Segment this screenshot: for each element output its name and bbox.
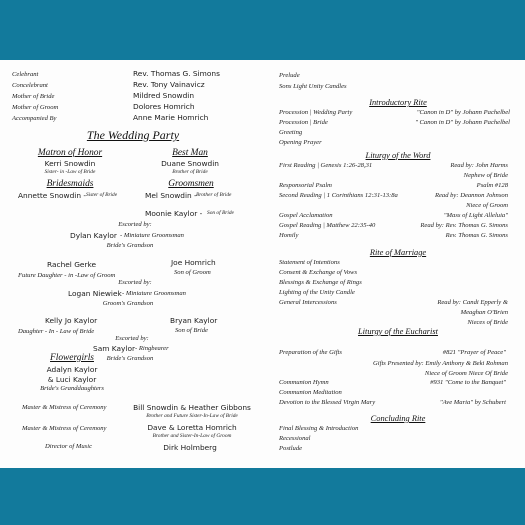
recessional: Recessional xyxy=(279,435,311,442)
moc1-label: Master & Mistress of Ceremony xyxy=(22,404,107,411)
escort-3: Escorted by: xyxy=(115,335,149,342)
role-mother-bride: Mother of Bride xyxy=(12,93,55,100)
dylan-role: - Miniature Groomsman xyxy=(120,232,184,239)
marriage-item-1: Statement of Intentions xyxy=(279,259,340,266)
psalm-label: Responsorial Psalm xyxy=(279,182,332,189)
name-accompanied: Anne Marie Homrich xyxy=(133,113,209,122)
dom-name: Dirk Holmberg xyxy=(163,443,217,452)
devotion-song: "Ave Maria" by Schubert xyxy=(439,399,506,406)
bm1-role: Sister of Bride xyxy=(86,192,118,198)
moc2-label: Master & Mistress of Ceremony xyxy=(22,425,107,432)
moc1-names: Bill Snowdin & Heather Gibbons xyxy=(133,403,251,412)
homily: Homily xyxy=(279,232,299,239)
gm1-name: Mel Snowdin - xyxy=(145,191,197,200)
procession-party-music: "Canon in D" by Johann Pachelbel xyxy=(416,109,510,116)
flowergirls-heading: Flowergirls xyxy=(50,353,94,363)
word-heading: Liturgy of the Word xyxy=(365,151,431,160)
intercessions-rel: Nieces of Bride xyxy=(467,319,508,326)
logan-role: - Miniature Groomsman xyxy=(122,290,186,297)
communion-hymn: Communion Hymn xyxy=(279,379,329,386)
matron-name: Kerri Snowdin xyxy=(44,159,96,168)
prep-gifts: Preparation of the Gifts xyxy=(279,349,342,356)
flower2-name: & Luci Kaylor xyxy=(47,375,97,384)
gm2-role: Son of Bride xyxy=(207,210,234,216)
joe-role: Son of Groom xyxy=(174,269,211,276)
communion-song: #931 "Come to the Banquet" xyxy=(430,379,506,386)
psalm-number: Psalm #128 xyxy=(476,182,508,189)
role-celebrant: Celebrant xyxy=(12,71,39,78)
sam-role: - Ringbearer xyxy=(135,345,169,352)
bestman-name: Duane Snowdin xyxy=(161,159,219,168)
second-reading-rel: Niece of Groom xyxy=(466,202,508,209)
second-reading: Second Reading | 1 Corinthians 12:31-13:8a xyxy=(279,192,398,199)
program-page xyxy=(0,60,525,468)
dylan-name: Dylan Kaylor xyxy=(70,231,117,240)
logan-grandson: Groom's Grandson xyxy=(102,300,154,307)
moc2-names: Dave & Loretta Homrich xyxy=(147,423,237,432)
joe-name: Joe Homrich xyxy=(171,258,216,267)
opening-prayer: Opening Prayer xyxy=(279,139,322,146)
matron-heading: Matron of Honor xyxy=(37,148,103,158)
role-concelebrant: Concelebrant xyxy=(12,82,48,89)
flower-role: Bride's Granddaughters xyxy=(40,385,104,392)
marriage-item-4: Lighting of the Unity Candle xyxy=(279,289,355,296)
logan-name: Logan Niewiek xyxy=(68,289,122,298)
name-mother-bride: Mildred Snowdin xyxy=(133,91,195,100)
marriage-item-5: General Intercessions xyxy=(279,299,337,306)
final-blessing: Final Blessing & Introduction xyxy=(279,425,359,432)
dom-label: Director of Music xyxy=(45,443,93,450)
first-reading-by: Read by: John Harms xyxy=(450,162,508,169)
wedding-party-title: The Wedding Party xyxy=(86,128,180,142)
second-reading-by: Read by: Deannon Johnson xyxy=(434,192,508,199)
name-concelebrant: Rev. Tony Vainavicz xyxy=(133,80,205,89)
rachel-name: Rachel Gerke xyxy=(47,260,97,269)
prep-song: #821 "Prayer of Peace" xyxy=(442,349,506,356)
dylan-grandson: Bride's Grandson xyxy=(106,242,154,249)
intro-heading: Introductory Rite xyxy=(369,98,427,107)
name-celebrant: Rev. Thomas G. Simons xyxy=(133,69,220,78)
acclamation-song: "Mass of Light Alleluia" xyxy=(443,212,508,219)
intercessions-read-by: Read by: Candi Epperly & xyxy=(437,299,508,306)
prelude-candles: Sons Light Unity Candles xyxy=(279,83,347,90)
gospel-reading: Gospel Reading | Matthew 22:35-40 xyxy=(279,222,376,229)
devotion: Devotion to the Blessed Virgin Mary xyxy=(279,399,376,406)
gm2-name: Moonie Kaylor - xyxy=(145,209,203,218)
concluding-heading: Concluding Rite xyxy=(370,414,426,423)
bm1-name: Annette Snowdin - xyxy=(18,191,87,200)
marriage-item-3: Blessings & Exchange of Rings xyxy=(279,279,362,286)
gifts-rel: Niece of Groom Niece Of Bride xyxy=(424,370,508,377)
name-mother-groom: Dolores Homrich xyxy=(133,102,195,111)
gospel-acclamation: Gospel Acclamation xyxy=(279,212,333,219)
bryan-name: Bryan Kaylor xyxy=(170,316,218,325)
marriage-item-2: Consent & Exchange of Vows xyxy=(279,269,358,276)
moc2-role: Brother and Sister-In-Law of Groom xyxy=(152,433,232,439)
first-reading: First Reading | Genesis 1:26-28,31 xyxy=(279,162,373,169)
eucharist-heading: Liturgy of the Eucharist xyxy=(358,327,438,336)
sam-name: Sam Kaylor xyxy=(93,344,136,353)
escort-1: Escorted by: xyxy=(118,221,152,228)
homily-by: Rev. Thomas G. Simons xyxy=(445,232,508,239)
rachel-role: Future Daughter - in -Law of Groom xyxy=(18,272,116,279)
intercessions-reader-2: Meaghan O'Brien xyxy=(460,309,508,316)
matron-role: Sister- in -Law of Bride xyxy=(44,169,96,175)
communion-meditation: Communion Meditation xyxy=(279,389,342,396)
first-reading-rel: Nephew of Bride xyxy=(463,172,508,179)
bestman-role: Brother of Bride xyxy=(172,169,208,175)
postlude: Postlude xyxy=(279,445,303,452)
groomsmen-heading: Groomsmen xyxy=(168,179,214,189)
role-accompanied: Accompanied By xyxy=(12,115,57,122)
kelly-name: Kelly Jo Kaylor xyxy=(45,316,98,325)
flower1-name: Adalyn Kaylor xyxy=(46,365,98,374)
bryan-role: Son of Bride xyxy=(175,327,208,334)
bestman-heading: Best Man xyxy=(172,148,208,158)
gospel-by: Read by: Rev. Thomas G. Simons xyxy=(420,222,508,229)
sam-grandson: Bride's Grandson xyxy=(106,355,154,362)
role-mother-groom: Mother of Groom xyxy=(12,104,59,111)
bridesmaids-heading: Bridesmaids xyxy=(46,179,94,189)
marriage-heading: Rite of Marriage xyxy=(369,248,427,257)
greeting: Greeting xyxy=(279,129,303,136)
prelude: Prelude xyxy=(279,72,300,79)
procession-bride: Procession | Bride xyxy=(279,119,328,126)
kelly-role: Daughter - In - Law of Bride xyxy=(18,328,95,335)
escort-2: Escorted by: xyxy=(118,279,152,286)
procession-bride-music: " Canon in D" by Johann Pachelbel xyxy=(415,119,510,126)
moc1-role: Brother and Future Sister-In-Law of Bride xyxy=(146,413,238,419)
procession-party: Procession | Wedding Party xyxy=(279,109,353,116)
gifts-presented: Gifts Presented by: Emily Anthony & Beki Rohman xyxy=(373,360,508,367)
gm1-role: Brother of Bride xyxy=(196,192,232,198)
